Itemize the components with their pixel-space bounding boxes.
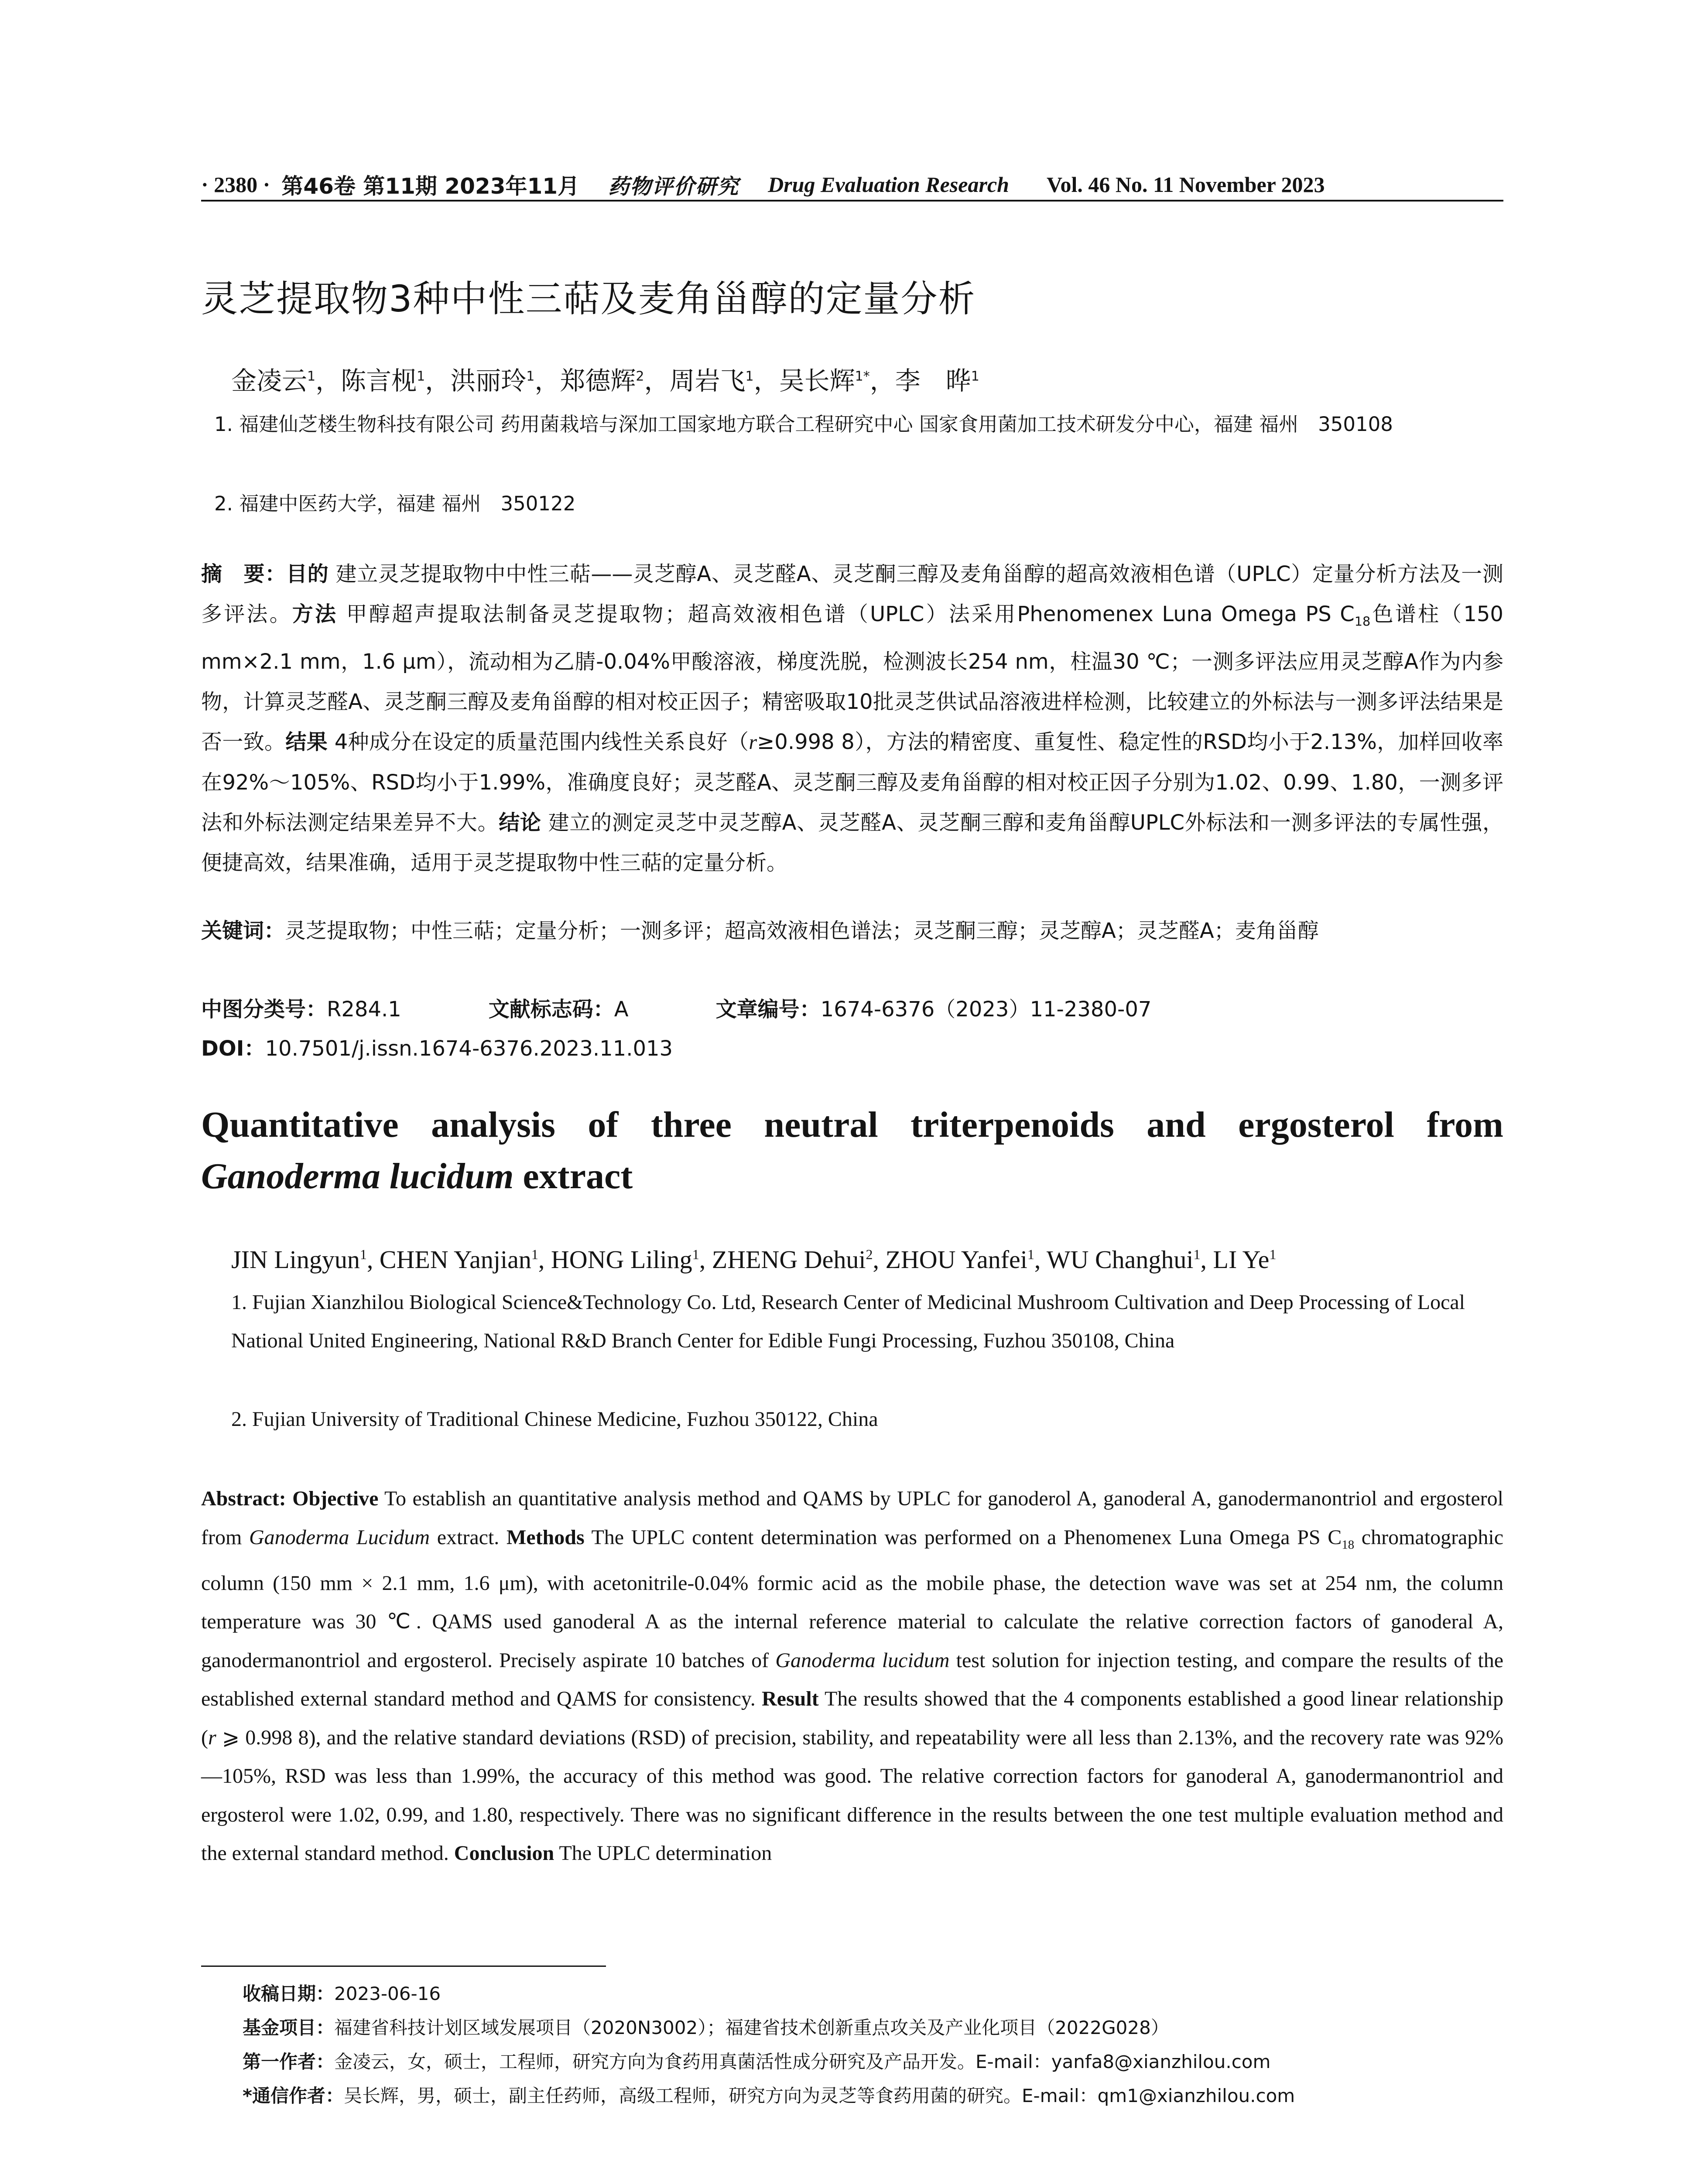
author: CHEN Yanjian$^1$: [379, 1245, 538, 1274]
running-header: [201, 169, 1503, 202]
abstract-label: Abstract:: [201, 1487, 286, 1510]
en-abstract: Abstract: Objective To establish an quantitative analysis method and QAMS by UPLC for ganoderol A, ganoderal A, ganodermanontriol and ergosterol from Ganoderma Lucidum extract. Methods The UPLC content determination was performed on a Phenomenex Luna Omega PS $C_{18}$ chromatographic column (150 mm × 2.1 mm, 1.6 μm), with acetonitrile-0.04% formic acid as the mobile phase, the detection wave was set at 254 nm, the column temperature was 30 ℃. QAMS used ganoderal A as the internal reference material to calculate the relative correction factors of ganoderal A, ganodermanontriol and ergosterol. Precisely aspirate 10 batches of Ganoderma lucidum test solution for injection testing, and compare the results of the established external standard method and QAMS for consistency. Result The results showed that the 4 components established a good linear relationship (r ⩾ 0.998 8), and the relative standard deviations (RSD) of precision, stability, and repeatability were all less than 2.13%, and the recovery rate was 92%—105%, RSD was less than 1.99%, the accuracy of this method was good. The relative correction factors for ganoderal A, ganodermanontriol and ergosterol were 1.02, 0.99, and 1.80, respectively. There was no significant difference in the results between the one test multiple evaluation method and the external standard method. Conclusion The UPLC determination: [201, 1487, 1504, 1865]
author: 郑德辉$^2$: [560, 366, 644, 396]
cn-abstract: 摘 要：目的 建立灵芝提取物中中性三萜——灵芝醇A、灵芝醛A、灵芝酮三醇及麦角甾醇的超高效液相色谱（UPLC）定量分析方法及一测多评法。方法 甲醇超声提取法制备灵芝提取物；超高效液相色谱（UPLC）法采用Phenomenex Luna Omega PS $C_{18}$色谱柱（150 mm×2.1 mm，1.6 μm），流动相为乙腈-0.04%甲酸溶液，梯度洗脱，检测波长254 nm，柱温30 ℃；一测多评法应用灵芝醇A作为内参物，计算灵芝醛A、灵芝酮三醇及麦角甾醇的相对校正因子；精密吸取10批灵芝供试品溶液进样检测，比较建立的外标法与一测多评法结果是否一致。结果 4种成分在设定的质量范围内线性关系良好（r≥0.998 8），方法的精密度、重复性、稳定性的RSD均小于2.13%，加样回收率在92%～105%、RSD均小于1.99%，准确度良好；灵芝醛A、灵芝酮三醇及麦角甾醇的相对校正因子分别为1.02、0.99、1.80，一测多评法和外标法测定结果差异不大。结论 建立的测定灵芝中灵芝醇A、灵芝醛A、灵芝酮三醇和麦角甾醇UPLC外标法和一测多评法的专属性强，便捷高效，结果准确，适用于灵芝提取物中性三萜的定量分析。: [201, 562, 1503, 875]
keywords-label: 关键词：: [201, 919, 285, 943]
author: ZHOU Yanfei$^1$: [885, 1245, 1034, 1274]
author: ZHENG Dehui$^2$: [712, 1245, 873, 1274]
author: WU Changhui$^1$: [1046, 1245, 1201, 1274]
cn-classification: 中图分类号：R284.1 文献标志码：A 文章编号：1674-6376（2023）11-2380-07: [201, 997, 1152, 1022]
cn-doi: DOI：10.7501/j.issn.1674-6376.2023.11.013: [201, 1036, 673, 1061]
document-code: A: [614, 997, 629, 1022]
en-authors: JIN Lingyun$^1$, CHEN Yanjian$^1$, HONG Liling$^1$, ZHENG Dehui$^2$, ZHOU Yanfei$^1$, WU Changhui$^1$, LI Ye$^1$: [231, 1245, 1277, 1274]
objective-label: 目的: [286, 562, 329, 586]
footnote-funding: 基金项目：福建省科技计划区域发展项目（2020N3002）；福建省技术创新重点攻关及产业化项目（2022G028）: [243, 2017, 1169, 2038]
conclusion-label: Conclusion: [454, 1842, 555, 1865]
en-affiliation-2: 2. Fujian University of Traditional Chinese Medicine, Fuzhou 350122, China: [231, 1408, 878, 1431]
abstract-label: 摘 要：: [201, 562, 286, 586]
cn-affiliation-2: 2. 福建中医药大学，福建 福州 350122: [214, 492, 576, 515]
clc-number: R284.1: [327, 997, 401, 1022]
cn-affiliation-1: 1. 福建仙芝楼生物科技有限公司 药用菌栽培与深加工国家地方联合工程研究中心 国家食用菌加工技术研发分中心，福建 福州 350108: [214, 413, 1393, 436]
journal-en-title: Drug Evaluation Research: [768, 172, 1009, 197]
cn-keywords: [201, 911, 1503, 951]
author: 陈言枧$^1$: [341, 366, 425, 396]
author: 李 晔$^1$: [895, 366, 979, 396]
objective-label: Objective: [292, 1487, 379, 1510]
keywords-text: 灵芝提取物；中性三萜；定量分析；一测多评；超高效液相色谱法；灵芝酮三醇；灵芝醇A；灵芝醛A；麦角甾醇: [285, 919, 1319, 943]
en-title: Quantitative analysis of three neutral triterpenoids and ergosterol from Ganoderma lucidum extract: [201, 1104, 1503, 1196]
cn-issue: 第46卷 第11期 2023年11月: [281, 174, 580, 199]
footnote-received: 收稿日期：2023-06-16: [243, 1983, 441, 2004]
conclusion-label: 结论: [499, 810, 541, 835]
cn-title: 灵芝提取物3种中性三萜及麦角甾醇的定量分析: [201, 277, 976, 320]
author: LI Ye$^1$: [1213, 1245, 1277, 1274]
methods-label: 方法: [292, 602, 338, 626]
author: JIN Lingyun$^1$: [231, 1245, 367, 1274]
doi-value: 10.7501/j.issn.1674-6376.2023.11.013: [265, 1036, 673, 1061]
page-number: · 2380 ·: [201, 172, 270, 197]
author: 吴长辉$^{1*}$: [779, 366, 870, 396]
article-number: 1674-6376（2023）11-2380-07: [820, 997, 1152, 1022]
author: 洪丽玲$^1$: [450, 366, 535, 396]
footnotes: [243, 1977, 1503, 2113]
journal-logo: 药物评价研究: [608, 174, 739, 199]
en-affiliation-1: 1. Fujian Xianzhilou Biological Science&Technology Co. Ltd, Research Center of Medicinal Mushroom Cultivation and Deep Processing of Local National United Engineering, National R&D Branch Center for Edible Fungi Processing, Fuzhou 350108, China: [231, 1291, 1465, 1352]
result-label: Result: [761, 1687, 819, 1711]
cn-authors: 金凌云$^1$，陈言枧$^1$，洪丽玲$^1$，郑德辉$^2$，周岩飞$^1$，吴长辉$^{1*}$，李 晔$^1$: [231, 366, 979, 396]
footnote-corresponding-author: *通信作者：吴长辉，男，硕士，副主任药师，高级工程师，研究方向为灵芝等食药用菌的研究。E-mail：qm1@xianzhilou.com: [243, 2085, 1295, 2106]
author: 周岩飞$^1$: [669, 366, 754, 396]
methods-label: Methods: [506, 1525, 585, 1549]
result-label: 结果: [285, 729, 328, 754]
en-issue: Vol. 46 No. 11 November 2023: [1046, 172, 1325, 197]
author: 金凌云$^1$: [231, 366, 316, 396]
author: HONG Liling$^1$: [551, 1245, 699, 1274]
footnote-first-author: 第一作者：金凌云，女，硕士，工程师，研究方向为食药用真菌活性成分研究及产品开发。E-mail：yanfa8@xianzhilou.com: [243, 2051, 1271, 2072]
footnote-divider: [201, 1966, 606, 1967]
